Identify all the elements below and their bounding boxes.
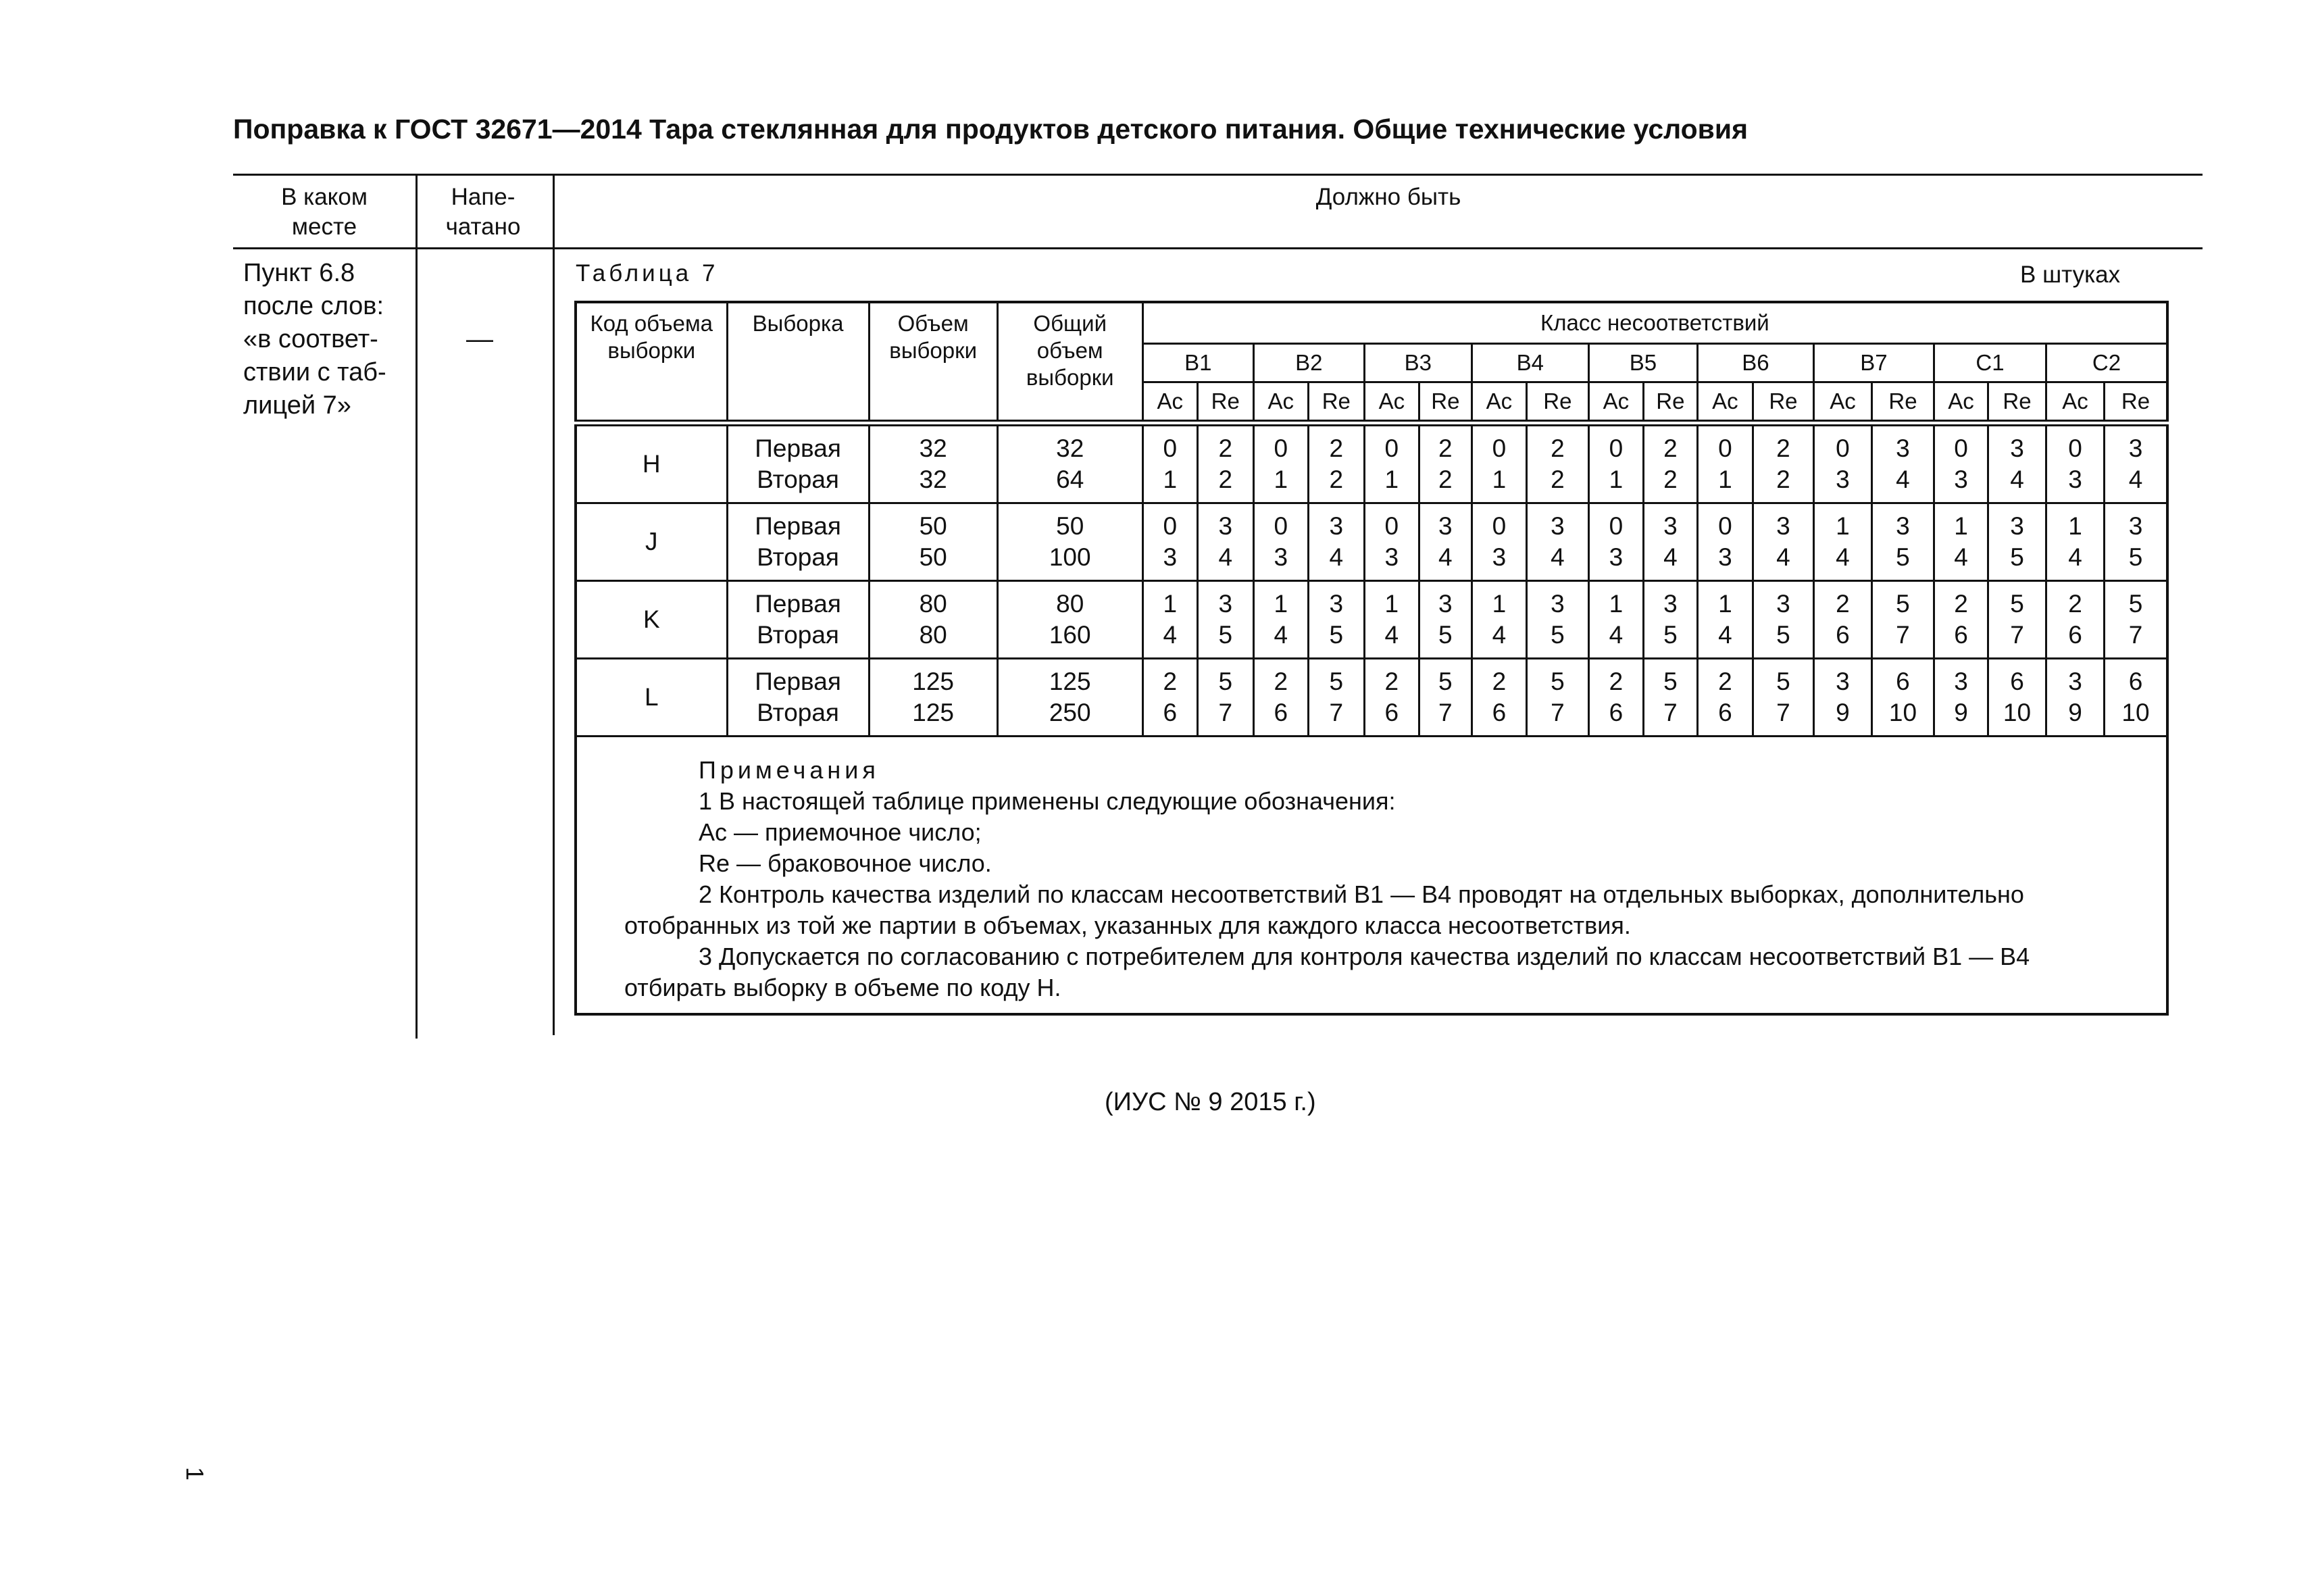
ac-header: Ac	[1142, 382, 1197, 424]
ac-value-cell: 0 1	[1588, 423, 1643, 503]
re-value-cell: 6 10	[1988, 659, 2046, 737]
volume-cell	[869, 423, 997, 503]
total-cell	[997, 503, 1142, 581]
class-header-b5: B5	[1588, 344, 1697, 382]
re-value-cell: 3 5	[1419, 581, 1472, 659]
total-cell-line: 100	[1049, 543, 1091, 571]
header-total: Общий объем выборки	[997, 302, 1142, 423]
re-value-cell: 5 7	[1871, 581, 1934, 659]
re-value-cell: 3 4	[2105, 423, 2167, 503]
ac-header: Ac	[1588, 382, 1643, 424]
re-value-cell: 5 7	[1526, 659, 1588, 737]
re-value-cell: 3 5	[2105, 503, 2167, 581]
ac-value-cell: 1 4	[1697, 581, 1753, 659]
ac-header: Ac	[1253, 382, 1308, 424]
re-value-cell: 5 7	[1753, 659, 1813, 737]
ac-value-cell: 0 3	[1697, 503, 1753, 581]
total-cell-line: 80	[1056, 590, 1084, 618]
re-header: Re	[1753, 382, 1813, 424]
ac-value-cell: 2 6	[1472, 659, 1526, 737]
column-divider-1	[416, 174, 418, 1039]
ac-value-cell: 0 3	[1253, 503, 1308, 581]
re-value-cell: 5 7	[1308, 659, 1364, 737]
re-header: Re	[1419, 382, 1472, 424]
table-row	[576, 659, 2167, 737]
printed-value: —	[466, 324, 493, 354]
document-title: Поправка к ГОСТ 32671—2014 Тара стеклянная для продуктов детского питания. Общие технические условия	[233, 114, 1749, 145]
re-value-cell: 3 5	[1753, 581, 1813, 659]
re-value-cell: 3 4	[1643, 503, 1697, 581]
re-value-cell: 5 7	[1419, 659, 1472, 737]
ac-value-cell: 0 1	[1364, 423, 1419, 503]
header-volume: Объем выборки	[869, 302, 997, 423]
re-header: Re	[1526, 382, 1588, 424]
volume-cell-line: 125	[912, 699, 955, 726]
re-value-cell: 5 7	[2105, 581, 2167, 659]
ac-value-cell: 1 4	[1142, 581, 1197, 659]
class-header-c1: C1	[1934, 344, 2046, 382]
sample-cell-line: Первая	[755, 434, 841, 462]
re-value-cell: 3 5	[1197, 581, 1253, 659]
re-value-cell: 3 5	[1643, 581, 1697, 659]
ac-value-cell: 0 3	[2046, 423, 2105, 503]
ac-value-cell: 0 3	[1472, 503, 1526, 581]
sample-cell-line: Первая	[755, 512, 841, 540]
re-header: Re	[1871, 382, 1934, 424]
class-header-c2: C2	[2046, 344, 2168, 382]
sample-cell-line: Вторая	[757, 466, 839, 493]
ac-value-cell: 0 3	[1364, 503, 1419, 581]
code-cell: K	[576, 581, 727, 659]
re-value-cell: 3 4	[1988, 423, 2046, 503]
ac-value-cell: 0 3	[1142, 503, 1197, 581]
ac-value-cell: 2 6	[1253, 659, 1308, 737]
ac-value-cell: 1 4	[1472, 581, 1526, 659]
note-1: 1 В настоящей таблице применены следующие обозначения:	[699, 787, 1396, 815]
note-ac-definition: Ac — приемочное число;	[699, 818, 982, 846]
volume-cell-line: 32	[919, 466, 947, 493]
re-value-cell: 6 10	[1871, 659, 1934, 737]
page-number: 1	[181, 1466, 209, 1481]
re-value-cell: 3 5	[1308, 581, 1364, 659]
re-value-cell: 2 2	[1753, 423, 1813, 503]
volume-cell-line: 80	[919, 621, 947, 649]
header-should-be: Должно быть	[1315, 184, 1461, 210]
re-value-cell: 2 2	[1308, 423, 1364, 503]
table-notes	[576, 737, 2167, 1015]
sample-cell-line: Вторая	[757, 699, 839, 726]
total-cell	[997, 423, 1142, 503]
ac-header: Ac	[1813, 382, 1871, 424]
code-cell: J	[576, 503, 727, 581]
ac-header: Ac	[1472, 382, 1526, 424]
re-value-cell: 3 5	[1526, 581, 1588, 659]
ac-value-cell: 0 1	[1253, 423, 1308, 503]
table-row	[576, 581, 2167, 659]
class-header-b1: B1	[1142, 344, 1253, 382]
table-row	[576, 503, 2167, 581]
volume-cell	[869, 581, 997, 659]
volume-cell-line: 32	[919, 434, 947, 462]
units-label: В штуках	[2020, 261, 2121, 288]
ac-header: Ac	[2046, 382, 2105, 424]
header-class: Класс несоответствий	[1142, 302, 2167, 344]
total-cell	[997, 659, 1142, 737]
re-value-cell: 3 4	[1308, 503, 1364, 581]
note-2-line-2: отобранных из той же партии в объемах, указанных для каждого класса несоответствия.	[624, 912, 1631, 939]
sample-cell	[727, 503, 869, 581]
ac-value-cell: 0 3	[1934, 423, 1988, 503]
nonconformity-table	[574, 301, 2169, 1016]
header-where: В каком месте	[281, 184, 368, 240]
re-value-cell: 5 7	[1643, 659, 1697, 737]
ac-value-cell: 1 4	[1588, 581, 1643, 659]
code-cell: L	[576, 659, 727, 737]
column-divider-2	[553, 174, 555, 1035]
ac-value-cell: 0 3	[1813, 423, 1871, 503]
ac-value-cell: 2 6	[2046, 581, 2105, 659]
re-value-cell: 2 2	[1643, 423, 1697, 503]
total-cell-line: 125	[1049, 668, 1091, 695]
total-cell	[997, 581, 1142, 659]
ac-value-cell: 3 9	[2046, 659, 2105, 737]
class-header-b6: B6	[1697, 344, 1813, 382]
re-value-cell: 3 5	[1871, 503, 1934, 581]
ac-value-cell: 1 4	[1934, 503, 1988, 581]
ac-value-cell: 3 9	[1813, 659, 1871, 737]
volume-cell-line: 80	[919, 590, 947, 618]
sample-cell-line: Первая	[755, 590, 841, 618]
ac-value-cell: 0 1	[1142, 423, 1197, 503]
ac-value-cell: 3 9	[1934, 659, 1988, 737]
note-2-line-1: 2 Контроль качества изделий по классам несоответствий B1 — B4 проводят на отдельных выборках, дополнительно	[699, 880, 2024, 908]
total-cell-line: 50	[1056, 512, 1084, 540]
ac-value-cell: 1 4	[1813, 503, 1871, 581]
notes-heading: Примечания	[699, 756, 880, 784]
re-header: Re	[2105, 382, 2167, 424]
ac-value-cell: 1 4	[1253, 581, 1308, 659]
note-3-line-1: 3 Допускается по согласованию с потребителем для контроля качества изделий по классам несоответствий B1 — B4	[699, 943, 2030, 970]
footer-ius: (ИУС № 9 2015 г.)	[1105, 1088, 1316, 1116]
note-re-definition: Re — браковочное число.	[699, 849, 992, 877]
re-header: Re	[1308, 382, 1364, 424]
class-header-b7: B7	[1813, 344, 1934, 382]
ac-value-cell: 0 3	[1588, 503, 1643, 581]
header-code: Код объема выборки	[576, 302, 727, 423]
re-value-cell: 3 4	[1753, 503, 1813, 581]
re-value-cell: 2 2	[1419, 423, 1472, 503]
sample-cell	[727, 581, 869, 659]
class-header-b2: B2	[1253, 344, 1364, 382]
ac-value-cell: 0 1	[1472, 423, 1526, 503]
volume-cell-line: 50	[919, 512, 947, 540]
ac-value-cell: 2 6	[1697, 659, 1753, 737]
class-header-b4: B4	[1472, 344, 1588, 382]
sample-cell	[727, 659, 869, 737]
re-header: Re	[1988, 382, 2046, 424]
ac-header: Ac	[1364, 382, 1419, 424]
total-cell-line: 64	[1056, 466, 1084, 493]
re-header: Re	[1643, 382, 1697, 424]
ac-value-cell: 1 4	[1364, 581, 1419, 659]
sample-cell-line: Вторая	[757, 621, 839, 649]
volume-cell-line: 50	[919, 543, 947, 571]
total-cell-line: 160	[1049, 621, 1091, 649]
re-value-cell: 2 2	[1526, 423, 1588, 503]
ac-value-cell: 2 6	[1588, 659, 1643, 737]
total-cell-line: 250	[1049, 699, 1091, 726]
re-value-cell: 3 4	[1871, 423, 1934, 503]
re-value-cell: 3 5	[1988, 503, 2046, 581]
ac-value-cell: 2 6	[1813, 581, 1871, 659]
re-value-cell: 3 4	[1526, 503, 1588, 581]
re-value-cell: 5 7	[1197, 659, 1253, 737]
re-value-cell: 2 2	[1197, 423, 1253, 503]
volume-cell	[869, 503, 997, 581]
re-value-cell: 3 4	[1197, 503, 1253, 581]
sample-cell-line: Вторая	[757, 543, 839, 571]
total-cell-line: 32	[1056, 434, 1084, 462]
ac-value-cell: 2 6	[1934, 581, 1988, 659]
table-row	[576, 423, 2167, 503]
ac-value-cell: 0 1	[1697, 423, 1753, 503]
location-text: Пункт 6.8 после слов: «в соответ- ствии с таб- лицей 7»	[243, 259, 386, 420]
note-3-line-2: отбирать выборку в объеме по коду H.	[624, 974, 1061, 1001]
ac-value-cell: 1 4	[2046, 503, 2105, 581]
re-value-cell: 5 7	[1988, 581, 2046, 659]
header-top-rule	[233, 174, 2203, 176]
volume-cell-line: 125	[912, 668, 955, 695]
ac-value-cell: 2 6	[1142, 659, 1197, 737]
code-cell: H	[576, 423, 727, 503]
header-printed: Напе- чатано	[445, 184, 521, 240]
volume-cell	[869, 659, 997, 737]
sample-cell	[727, 423, 869, 503]
sample-cell-line: Первая	[755, 668, 841, 695]
header-bottom-rule	[233, 247, 2203, 249]
ac-header: Ac	[1697, 382, 1753, 424]
re-header: Re	[1197, 382, 1253, 424]
header-sample: Выборка	[727, 302, 869, 423]
re-value-cell: 6 10	[2105, 659, 2167, 737]
ac-header: Ac	[1934, 382, 1988, 424]
table-label: Таблица 7	[576, 260, 719, 286]
re-value-cell: 3 4	[1419, 503, 1472, 581]
class-header-b3: B3	[1364, 344, 1472, 382]
ac-value-cell: 2 6	[1364, 659, 1419, 737]
